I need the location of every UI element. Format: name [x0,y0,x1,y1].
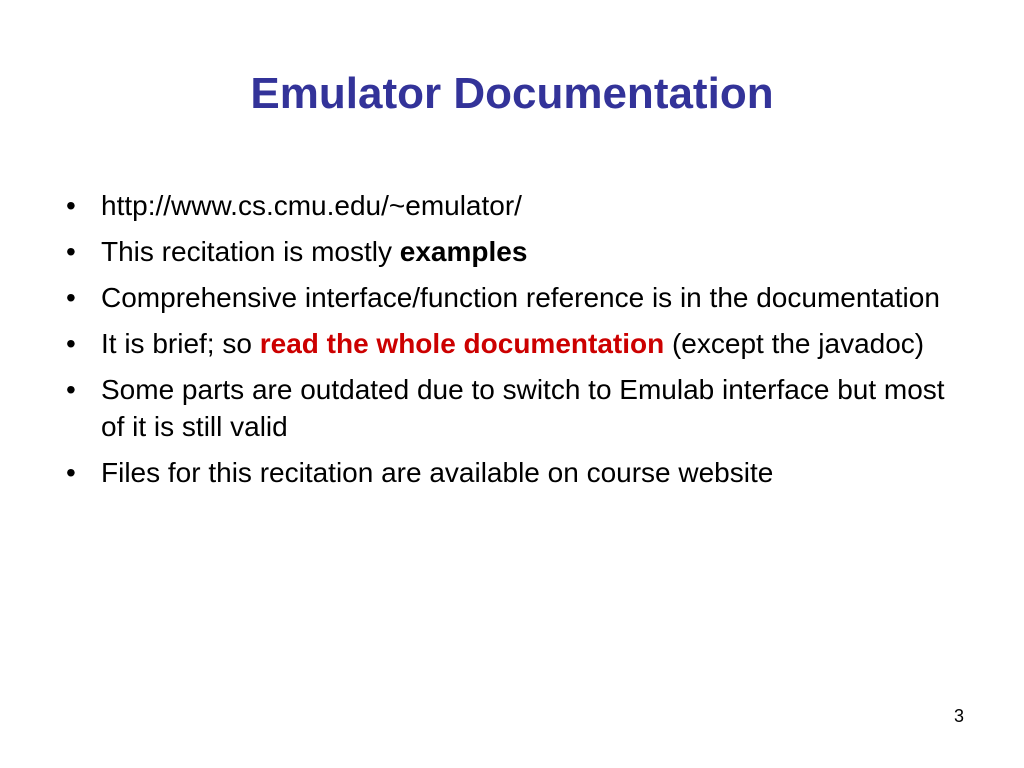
bullet-dot: • [66,328,76,359]
bullet-dot: • [66,457,76,488]
bullet-dot: • [66,190,76,221]
bullet-item [60,454,960,491]
page-number: 3 [953,706,964,726]
bullet-text: http://www.cs.cmu.edu/~emulator/ [101,190,522,221]
bullet-text: Some parts are outdated due to switch to Emulab interface but most of it is still valid [101,374,945,442]
bullet-text: Comprehensive interface/function reference is in the documentation [101,282,940,313]
bullet-bold-text: examples [399,236,528,267]
bullet-item [60,325,960,362]
bullet-list [60,187,960,500]
bullet-dot: • [66,282,76,313]
bullet-item [60,187,960,224]
bullet-item [60,279,960,316]
bullet-text: This recitation is mostly [101,236,400,267]
bullet-text: Files for this recitation are available on course website [101,457,774,488]
slide-title: Emulator Documentation [250,69,774,118]
bullet-text-tail: (except the javadoc) [664,328,925,359]
bullet-highlight-text: read the whole documentation [259,328,665,359]
bullet-text: It is brief; so [101,328,260,359]
bullet-dot: • [66,374,76,405]
bullet-item [60,371,960,445]
bullet-dot: • [66,236,76,267]
bullet-item [60,233,960,270]
